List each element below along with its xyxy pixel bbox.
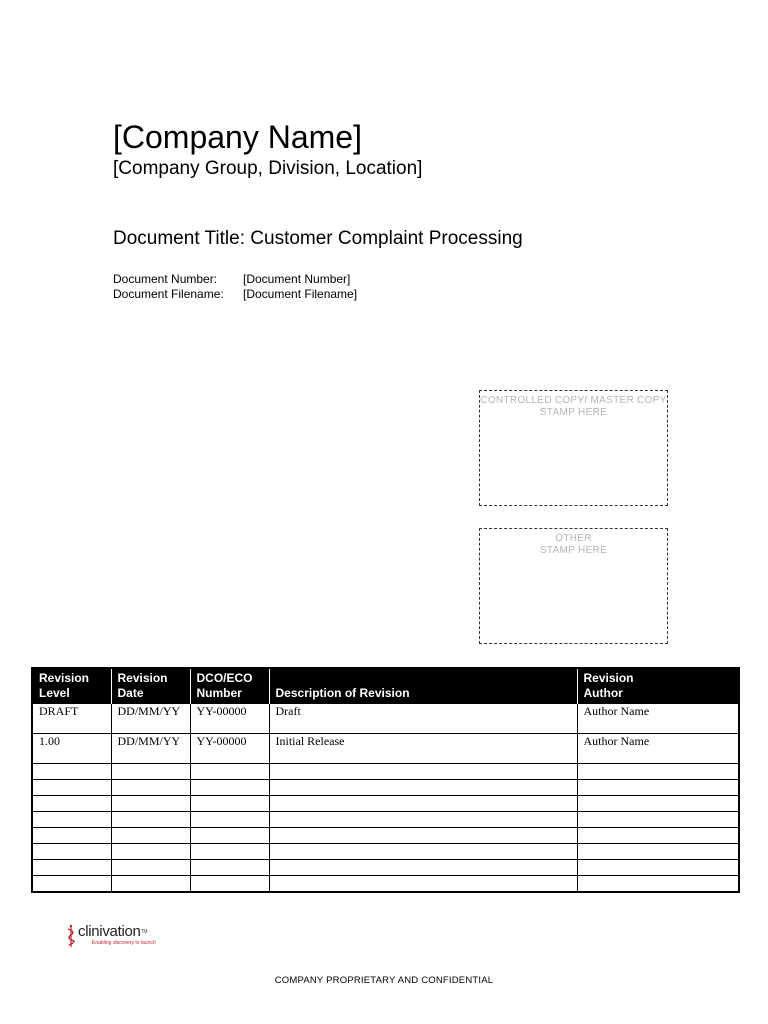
table-row-empty: [32, 844, 739, 860]
cell-dco: YY-00000: [190, 734, 269, 764]
revision-table-header: [32, 668, 739, 704]
logo-tagline: Enabling discovery to launch: [92, 940, 156, 946]
document-filename-value: [Document Filename]: [243, 287, 358, 301]
header-revision-level: Revision Level: [32, 668, 111, 704]
table-row-empty: [32, 796, 739, 812]
cell-date: DD/MM/YY: [111, 734, 190, 764]
table-row: [32, 734, 739, 764]
cell-level: DRAFT: [32, 704, 111, 734]
document-meta: [113, 272, 357, 302]
stamp-line: OTHER: [555, 533, 592, 544]
document-filename-label: Document Filename:: [113, 287, 224, 301]
header-description: Description of Revision: [269, 668, 577, 704]
header-revision-author: Revision Author: [577, 668, 739, 704]
cell-author: Author Name: [577, 734, 739, 764]
logo-word: clinivationTM: [78, 923, 148, 940]
document-filename-row: [113, 287, 357, 302]
stamp-line: CONTROLLED COPY/ MASTER COPY: [480, 395, 667, 406]
cell-date: DD/MM/YY: [111, 704, 190, 734]
table-row-empty: [32, 860, 739, 876]
table-row-empty: [32, 876, 739, 893]
confidential-footer: COMPANY PROPRIETARY AND CONFIDENTIAL: [274, 975, 494, 986]
other-stamp-box: [479, 528, 668, 644]
stamp-line: STAMP HERE: [539, 545, 608, 556]
cell-description: Initial Release: [269, 734, 577, 764]
cell-level: 1.00: [32, 734, 111, 764]
company-group: [Company Group, Division, Location]: [113, 158, 423, 179]
table-row-empty: [32, 828, 739, 844]
cell-author: Author Name: [577, 704, 739, 734]
table-row: [32, 704, 739, 734]
table-row-empty: [32, 780, 739, 796]
revision-history-table: [31, 667, 740, 893]
document-number-row: [113, 272, 357, 287]
controlled-copy-stamp-box: [479, 390, 668, 506]
logo-text: [78, 924, 156, 946]
header-dco-eco-number: DCO/ECO Number: [190, 668, 269, 704]
cell-description: Draft: [269, 704, 577, 734]
document-title: Document Title: Customer Complaint Processing: [113, 228, 523, 249]
cell-dco: YY-00000: [190, 704, 269, 734]
document-number-value: [Document Number]: [243, 272, 351, 286]
company-name: [Company Name]: [113, 119, 362, 155]
document-number-label: Document Number:: [113, 272, 218, 286]
clinivation-logo: [66, 924, 156, 948]
table-row-empty: [32, 764, 739, 780]
caduceus-icon: [66, 924, 76, 948]
table-row-empty: [32, 812, 739, 828]
stamp-line: STAMP HERE: [539, 407, 608, 418]
header-revision-date: Revision Date: [111, 668, 190, 704]
